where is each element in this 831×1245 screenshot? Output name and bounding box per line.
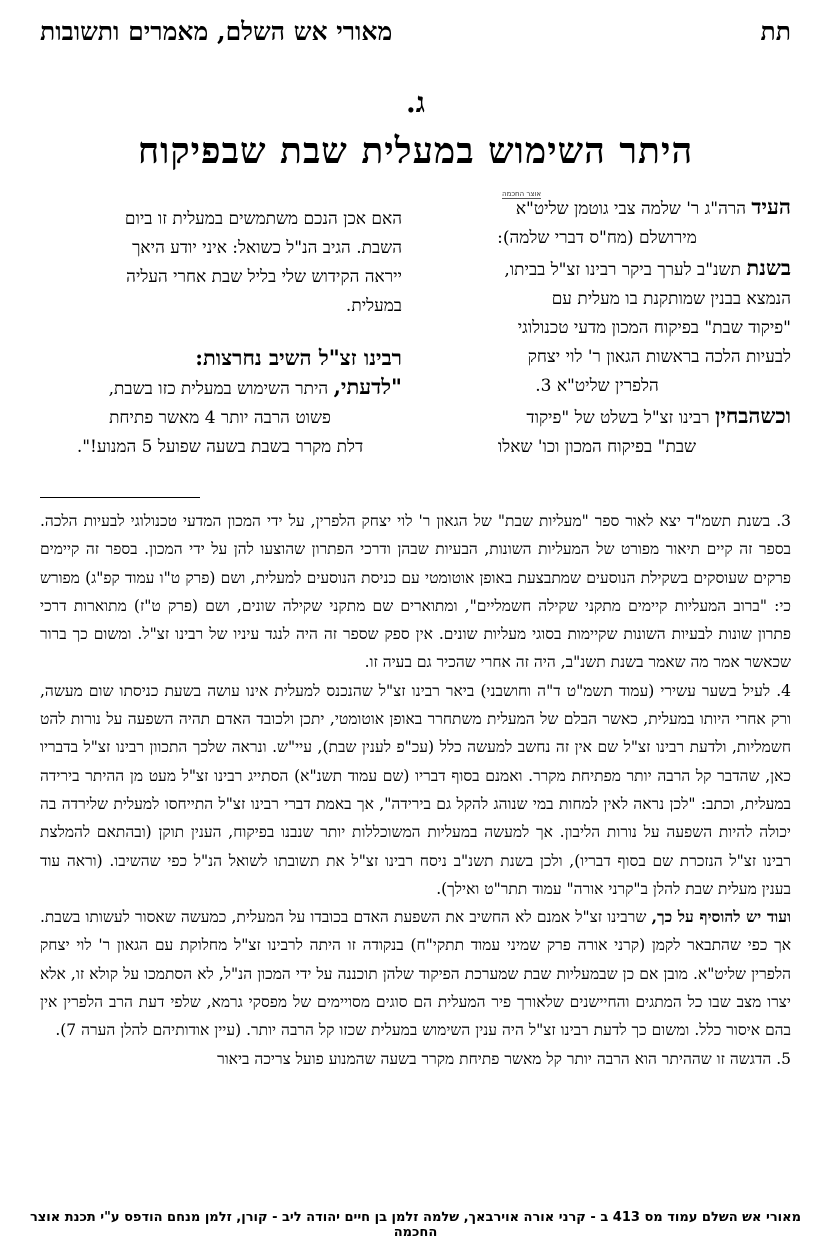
lead-word: העיד: [751, 194, 791, 219]
text-line: מירושלם (מח"ס דברי שלמה):: [497, 228, 697, 248]
text-line: הרה"ג ר' שלמה צבי גוטמן שליט"א: [515, 199, 747, 219]
text-line: רבינו זצ"ל בשלט של "פיקוד: [526, 408, 710, 428]
watermark-mark: אוצר החכמה: [502, 190, 542, 198]
text-line: היתר השימוש במעלית כזו בשבת,: [108, 379, 329, 399]
footnote-4-addendum: [40, 903, 791, 1044]
text-line: השבת. הגיב הנ"ל כשואל: איני יודע היאך: [132, 238, 402, 258]
footnote-3: 3. בשנת תשמ"ד יצא לאור ספר "מעליות שבת" של הגאון ר' לוי יצחק הלפרין, על ידי המכון המדעי טכנולוגי לבעיות הלכה. בספר זה קיים תיאור מפורט של המעליות השונות, הבעיות שבהן ודרכי הפתרון שהוצעו להן על ידי המכון. בספר זה קיימים פרקים שעוסקים בשקילת הנוסעים שמתבצעת באופן אוטומטי עם כניסת הנוסעים למעלית, ושם (פרק ט"ו עמוד קפ"ג) מפורש כי: "ברוב המעליות קיימים מתקני שקילה חשמליים", ומתוארים שם מתקני שקילה שונים, ושם (פרק ט"ז) מתוארות דרכי פתרון שונות לבעיות השונות שקיימות בסוגי מעליות שונים. אין ספק שספר זה היה לנגד עיניו של רבינו זצ"ל. ומשום כך ברור שכאשר אמר מה שאמר בשנת תשנ"ב, היה זה אחרי שהכיר גם בעיה זו.: [40, 512, 791, 672]
testimony-paragraph: [403, 192, 791, 224]
footnote-4: 4. לעיל בשער עשירי (עמוד תשמ"ט ד"ה וחושבני) ביאר רבינו זצ"ל שהנכנס למעלית אינו עושה בשעת כניסתו שום מעשה, ורק אחרי היותו במעלית, כאשר הבלם של המעלית משתחרר באופן אוטומטי, יתכן ולכובד האדם תהיה השפעה על נורות להט חשמליות, ולדעת רבינו זצ"ל שם אין זה נחשב למעשה כלל (עכ"פ לענין שבת), עיי"ש. ונראה שלכך התכוון רבינו זצ"ל בדבריו כאן, שהדבר קל הרבה יותר מפתיחת מקרר. ואמנם בסוף דבריו (שם עמוד תשנ"א) הסתייג רבינו זצ"ל מעט מן ההיתר בירידה במעלית, וכתב: "לכן נראה לאין למחות במי שנוהג להקל גם בירידה", אך באמת דברי רבינו זצ"ל התייחסו למעלית שלירדה בה יכולה להיות השפעה על נורות הליבון. אך למעשה במעליות המשוכללות יותר שנבנו בפיקוח, הענין תוקן (ובהתאם להמלצת רבינו זצ"ל הנזכרת שם בסוף דבריו), ולכן בשנת תשנ"ב ניסח רבינו זצ"ל את תשובתו לשואל הנ"ל כפי שהשיבו. (וראה עוד בענין מעלית שבת להלן ב"קרני אורה" עמוד תתר"ט ואילך).: [40, 681, 791, 898]
running-title: מאורי אש השלם, מאמרים ותשובות: [40, 17, 393, 46]
text-line: פשוט הרבה יותר 4 מאשר פתיחת: [109, 408, 331, 428]
left-column: [38, 205, 402, 462]
section-letter: ג.: [406, 86, 425, 119]
page-footer: מאורי אש השלם עמוד מס 413 ב - קרני אורה אוירבאך, שלמה זלמן בן חיים יהודה ליב - קורן, זלמן מנחם הודפס ע"י תכנת אוצר החכמה: [29, 1210, 801, 1240]
answer-heading: רבינו זצ"ל השיב נחרצות:: [195, 345, 402, 370]
footnotes: [40, 507, 791, 1073]
text-line: הנמצא בבנין שמותקנת בו מעלית עם: [551, 289, 791, 309]
text-line: הלפרין שליט"א 3.: [535, 376, 659, 396]
lead-word: וכשהבחין: [715, 403, 791, 428]
lead-word: בשנת: [746, 255, 791, 280]
text-line: האם אכן הנכם משתמשים במעלית זו ביום: [124, 209, 402, 229]
lead-word: "לדעתי,: [333, 374, 402, 399]
answer-line: [38, 372, 402, 404]
footnote-5: 5. הדגשה זו שההיתר הוא הרבה יותר קל מאשר פתיחת מקרר בשעה שהמנוע פועל צריכה ביאור: [217, 1049, 791, 1068]
notice-paragraph: [403, 401, 791, 433]
page-header: [40, 14, 791, 50]
addendum-text: שרבינו זצ"ל אמנם לא החשיב את השפעת האדם בכובדו על המעלית, כמעשה שאסור לעשותו בשבת. אך כפי שהתבאר לקמן (קרני אורה פרק שמיני עמוד תתקי"ח) בנקודה זו היתה לרבינו זצ"ל מחלוקת עם הגאון ר' לוי יצחק הלפרין שליט"א. מובן אם כן שבמעליות שבת שמערכת הפיקוד שלהן תוכננה על ידי המכון הנ"ל, לא הסתמכו על קולא זו, אלא יצרו מצב שבו כל המתגים והחיישנים שלאורך פיר המעלית הם סוגים מסויימים של מפסקי גרמא, שלפי דעת הרב הלפרין אין בהם איסור כלל. ומשום כך לדעת רבינו זצ"ל היה ענין השימוש במעלית שכזו קל הרבה יותר. (עיין אודותיהם להלן הערה 7).: [40, 908, 791, 1040]
article-title: היתר השימוש במעלית שבת שבפיקוח: [137, 130, 694, 172]
text-line: תשנ"ב לערך ביקר רבינו זצ"ל בביתו,: [504, 260, 741, 280]
text-line: "פיקוד שבת" בפיקוח המכון מדעי טכנולוגי: [517, 318, 791, 338]
page-number: תת: [760, 17, 791, 46]
right-column: [403, 192, 791, 462]
text-line: דלת מקרר בשבת בשעה שפועל 5 המנוע!".: [76, 437, 364, 457]
footnote-separator: [40, 497, 200, 498]
visit-paragraph: [403, 253, 791, 285]
text-line: לבעיות הלכה בראשות הגאון ר' לוי יצחק: [527, 347, 791, 367]
text-line: ייראה הקידוש שלי בליל שבת אחרי העליה: [126, 267, 402, 287]
text-line: שבת" בפיקוח המכון וכו' שאלו: [497, 437, 697, 457]
addendum-lead: ועוד יש להוסיף על כך,: [651, 907, 791, 927]
text-line: במעלית.: [345, 296, 402, 316]
